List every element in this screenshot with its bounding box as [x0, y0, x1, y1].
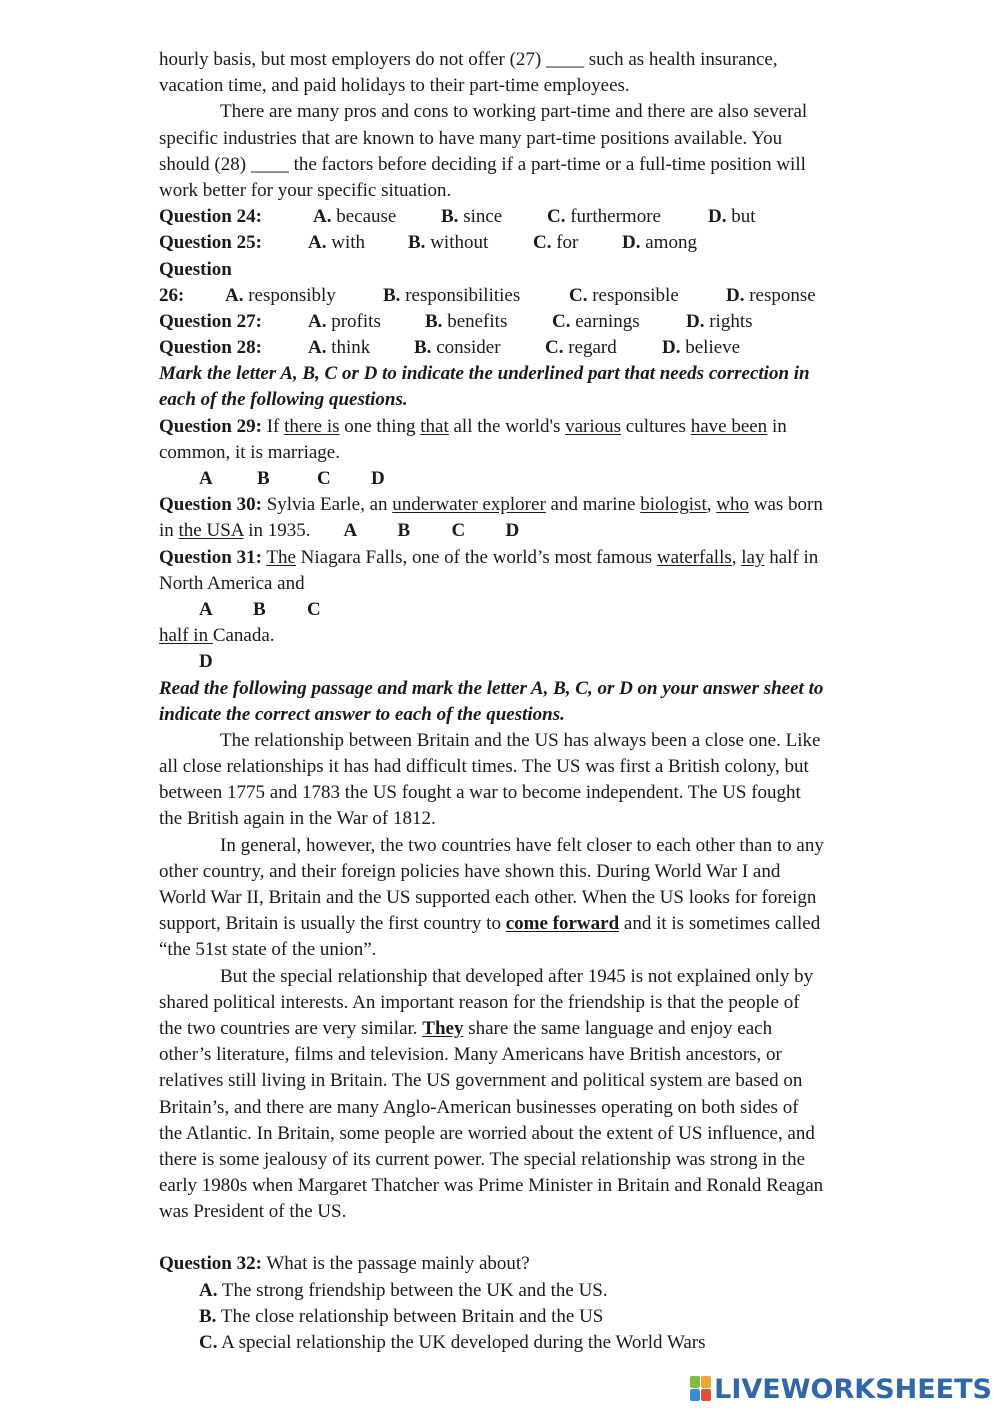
- option-a[interactable]: A. with: [308, 232, 366, 254]
- passage-line: Britain’s, and there are many Anglo-American businesses operating on both sides of: [159, 1096, 799, 1118]
- option-d[interactable]: D. but: [708, 206, 756, 228]
- question-29-line2: common, it is marriage.: [159, 441, 340, 463]
- question-26: [159, 283, 869, 309]
- option-a[interactable]: A. responsibly: [225, 284, 336, 306]
- option-c[interactable]: who: [716, 494, 749, 516]
- option-a[interactable]: A. The strong friendship between the UK and the US.: [199, 1279, 608, 1301]
- passage-line: vacation time, and paid holidays to their part-time employees.: [159, 75, 630, 97]
- option-c[interactable]: C. regard: [545, 337, 617, 359]
- question-32: Question 32: What is the passage mainly about?: [159, 1253, 530, 1275]
- question-31-line2: North America and: [159, 572, 305, 594]
- instruction: each of the following questions.: [159, 389, 408, 411]
- passage-line: other’s literature, films and television. Many Americans have British ancestors, or: [159, 1044, 782, 1066]
- liveworksheets-logo: [690, 1373, 992, 1405]
- option-b[interactable]: waterfalls: [656, 546, 732, 568]
- option-b[interactable]: that: [420, 415, 449, 437]
- question-31: Question 31: The Niagara Falls, one of the world’s most famous waterfalls, lay half in: [159, 546, 819, 568]
- question-30: Question 30: Sylvia Earle, an underwater explorer and marine biologist, who was born: [159, 494, 823, 516]
- question-26-label: Question: [159, 258, 232, 280]
- option-a[interactable]: A. profits: [308, 310, 381, 332]
- option-c[interactable]: C. A special relationship the UK developed during the World Wars: [199, 1332, 706, 1353]
- option-c[interactable]: C. furthermore: [547, 206, 661, 228]
- instruction: Mark the letter A, B, C or D to indicate the underlined part that needs correction in: [159, 363, 810, 385]
- passage-line: the British again in the War of 1812.: [159, 808, 436, 830]
- option-c[interactable]: various: [565, 415, 622, 437]
- logo-text: LIVEWORKSHEETS: [714, 1373, 992, 1405]
- passage-line: the Atlantic. In Britain, some people are worried about the extent of US influence, and: [159, 1122, 815, 1144]
- option-b[interactable]: biologist: [640, 494, 707, 516]
- logo-badge-icon: [690, 1376, 712, 1402]
- passage-line: The relationship between Britain and the US has always been a close one. Like: [220, 729, 821, 751]
- option-c[interactable]: C. responsible: [569, 284, 679, 306]
- question-label: Question 28:: [159, 337, 262, 359]
- passage-line: other country, and their foreign policies have shown this. During World War I and: [159, 860, 781, 882]
- passage-line: In general, however, the two countries have felt closer to each other than to any: [220, 834, 824, 856]
- option-d[interactable]: D. rights: [686, 310, 753, 332]
- question-28: [159, 335, 869, 361]
- passage-line: There are many pros and cons to working part-time and there are also several: [220, 101, 808, 123]
- question-31-line3: half in Canada.: [159, 625, 275, 647]
- option-d[interactable]: half in: [159, 625, 213, 647]
- question-label: 26:: [159, 284, 185, 306]
- passage-line: work better for your specific situation.: [159, 179, 452, 201]
- passage-line: relatives still living in Britain. The US government and political system are based on: [159, 1070, 803, 1092]
- option-b[interactable]: B. since: [441, 206, 503, 228]
- option-c[interactable]: C. for: [533, 232, 579, 254]
- passage-line: there is some jealousy of its current power. The special relationship was strong in the: [159, 1148, 806, 1170]
- option-d[interactable]: have been: [690, 415, 768, 437]
- option-d[interactable]: D. among: [622, 232, 697, 254]
- passage-line: shared political interests. An important reason for the friendship is that the people of: [159, 991, 800, 1013]
- passage-line: the two countries are very similar. They share the same language and enjoy each: [159, 1017, 773, 1039]
- highlighted-word: They: [422, 1017, 464, 1039]
- passage-line: hourly basis, but most employers do not offer (27) ____ such as health insurance,: [159, 49, 778, 70]
- option-b[interactable]: B. without: [408, 232, 489, 254]
- option-b[interactable]: B. responsibilities: [383, 284, 521, 306]
- passage-line: was President of the US.: [159, 1201, 347, 1223]
- passage-line: specific industries that are known to have many part-time positions available. You: [159, 127, 783, 149]
- option-a[interactable]: A. think: [308, 337, 371, 359]
- worksheet-page: [159, 47, 869, 1356]
- question-label: Question 25:: [159, 232, 262, 254]
- option-a[interactable]: The: [266, 546, 296, 568]
- option-d[interactable]: D. response: [726, 284, 816, 306]
- question-29: Question 29: If there is one thing that all the world's various cultures have been in: [159, 415, 787, 437]
- passage-line: support, Britain is usually the first country to come forward and it is sometimes called: [159, 913, 821, 935]
- option-b[interactable]: B. benefits: [425, 310, 508, 332]
- passage-line: But the special relationship that developed after 1945 is not explained only by: [220, 965, 814, 987]
- passage-line: World War II, Britain and the US supported each other. When the US looks for foreign: [159, 887, 817, 908]
- question-27: [159, 309, 869, 335]
- option-d[interactable]: D. believe: [662, 337, 741, 359]
- passage-line: all close relationships it has had difficult times. The US was first a British colony, but: [159, 756, 809, 778]
- answer-letters: D: [199, 651, 213, 673]
- passage-line: early 1980s when Margaret Thatcher was Prime Minister in Britain and Ronald Reagan: [159, 1175, 824, 1197]
- question-24: [159, 204, 869, 230]
- option-a[interactable]: underwater explorer: [392, 494, 546, 516]
- question-30-line2: in the USA in 1935. A B C D: [159, 520, 520, 542]
- answer-letters: A B C: [199, 598, 321, 620]
- answer-letters: A B C D: [199, 468, 385, 489]
- question-label: Question 24:: [159, 206, 262, 228]
- question-label: Question 27:: [159, 310, 262, 332]
- passage-line: should (28) ____ the factors before deciding if a part-time or a full-time position will: [159, 153, 806, 175]
- option-a[interactable]: there is: [284, 415, 340, 437]
- instruction: Read the following passage and mark the letter A, B, C, or D on your answer sheet to: [159, 677, 824, 699]
- option-c[interactable]: C. earnings: [552, 310, 640, 332]
- option-d[interactable]: the USA: [178, 520, 244, 542]
- option-b[interactable]: B. consider: [414, 337, 501, 359]
- passage-line: between 1775 and 1783 the US fought a war to become independent. The US fought: [159, 782, 801, 804]
- option-a[interactable]: A. because: [313, 206, 397, 228]
- option-c[interactable]: lay: [741, 546, 765, 568]
- option-b[interactable]: B. The close relationship between Britain and the US: [199, 1305, 604, 1327]
- highlighted-phrase: come forward: [505, 913, 620, 935]
- question-25: [159, 230, 869, 256]
- passage-line: “the 51st state of the union”.: [159, 939, 377, 961]
- instruction: indicate the correct answer to each of the questions.: [159, 703, 565, 725]
